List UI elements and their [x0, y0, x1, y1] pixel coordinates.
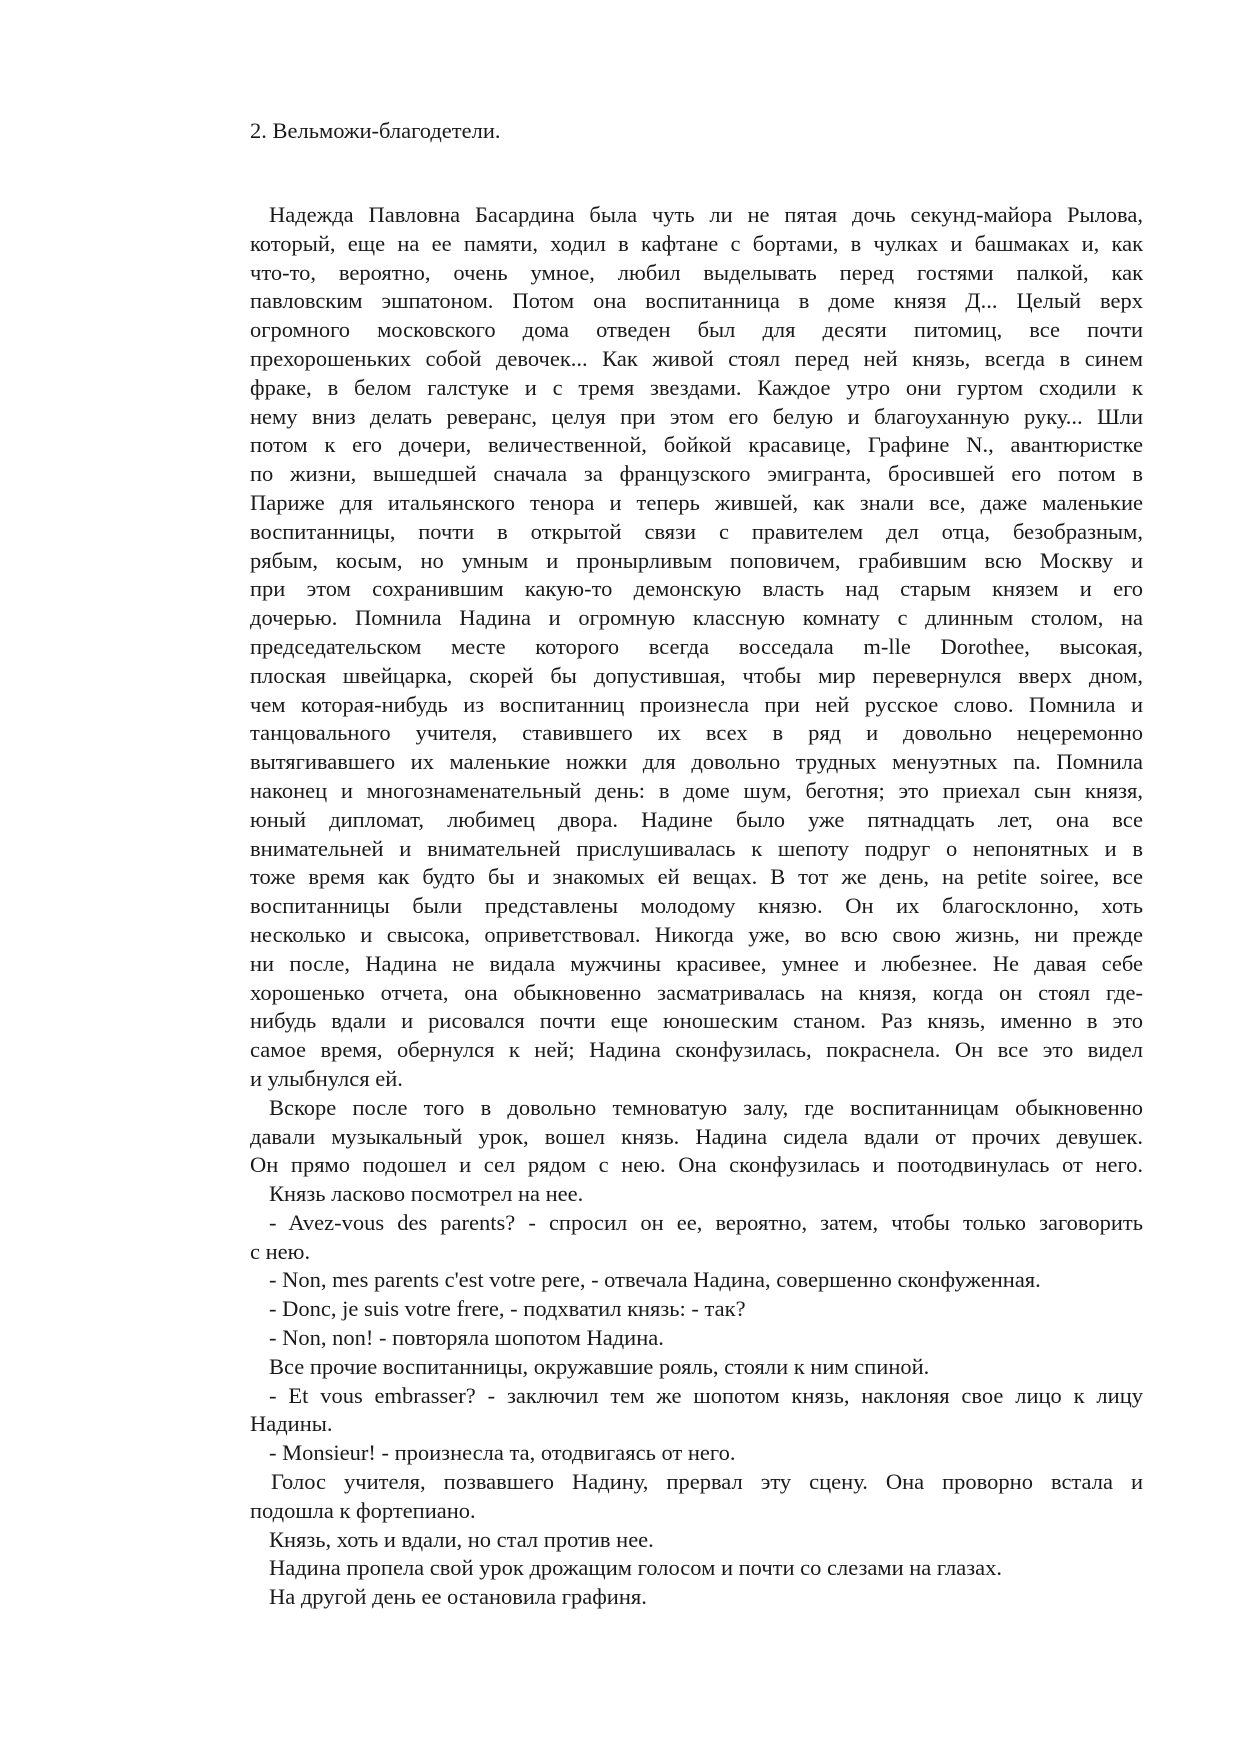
text-line: с нею.	[250, 1238, 311, 1264]
text-line: воспитанницы были представлены молодому князю. Он их благосклонно, хоть	[250, 893, 1143, 919]
text-line: чем которая-нибудь из воспитанниц произнесла при ней русское слово. Помнила и	[250, 691, 1143, 717]
text-line: председательском месте которого всегда восседала m-lle Dorothee, высокая,	[250, 633, 1143, 659]
text-line: - Non, non! - повторяла шопотом Надина.	[269, 1325, 664, 1351]
text-line: Князь, хоть и вдали, но стал против нее.	[269, 1526, 654, 1552]
text-line: - Non, mes parents c'est votre pere, - отвечала Надина, совершенно сконфуженная.	[269, 1267, 1041, 1293]
text-line: - Monsieur! - произнесла та, отодвигаясь от него.	[269, 1440, 736, 1466]
chapter-heading: 2. Вельможи-благодетели.	[250, 118, 501, 143]
text-line: - Et vous embrasser? - заключил тем же шопотом князь, наклоняя свое лицо к лицу	[269, 1382, 1143, 1408]
text-line: танцовального учителя, ставившего их всех в ряд и довольно нецеремонно	[250, 720, 1143, 746]
text-line: Париже для итальянского тенора и теперь жившей, как знали все, даже маленькие	[250, 489, 1143, 515]
text-line: фраке, в белом галстуке и с тремя звездами. Каждое утро они гуртом сходили к	[250, 374, 1143, 400]
text-line: Вскоре после того в довольно темноватую залу, где воспитанницам обыкновенно	[269, 1094, 1143, 1120]
text-line: Голос учителя, позвавшего Надину, прервал эту сцену. Она проворно встала и	[271, 1469, 1143, 1495]
text-line: по жизни, вышедшей сначала за французского эмигранта, бросившей его потом в	[250, 461, 1143, 487]
text-line: что-то, вероятно, очень умное, любил выделывать перед гостями палкой, как	[250, 259, 1143, 285]
text-line: воспитанницы, почти в открытой связи с правителем дел отца, безобразным,	[250, 518, 1143, 544]
text-line: несколько и свысока, оприветствовал. Никогда уже, во всю свою жизнь, ни прежде	[250, 921, 1143, 947]
text-line: Князь ласково посмотрел на нее.	[269, 1181, 584, 1207]
text-line: - Avez-vous des parents? - спросил он ее, вероятно, затем, чтобы только заговорить	[269, 1209, 1143, 1235]
text-line: внимательней и внимательней прислушивалась к шепоту подруг о непонятных и в	[250, 835, 1143, 861]
text-line: давали музыкальный урок, вошел князь. Надина сидела вдали от прочих девушек.	[250, 1123, 1143, 1149]
text-line: при этом сохранившим какую-то демонскую власть над старым князем и его	[250, 576, 1143, 602]
text-line: вытягивавшего их маленькие ножки для довольно трудных менуэтных па. Помнила	[250, 749, 1143, 775]
text-line: плоская швейцарка, скорей бы допустившая, чтобы мир перевернулся вверх дном,	[250, 662, 1143, 688]
text-line: Все прочие воспитанницы, окружавшие рояль, стояли к ним спиной.	[269, 1353, 930, 1379]
text-line: тоже время как будто бы и знакомых ей вещах. В тот же день, на petite soiree, все	[250, 864, 1143, 890]
text-line: дочерью. Помнила Надина и огромную классную комнату с длинным столом, на	[250, 605, 1143, 631]
text-line: Надежда Павловна Басардина была чуть ли не пятая дочь секунд-майора Рылова,	[269, 202, 1143, 227]
text-line: На другой день ее остановила графиня.	[269, 1584, 647, 1610]
text-line: потом к его дочери, величественной, бойкой красавице, Графине N., авантюристке	[250, 432, 1143, 458]
text-line: самое время, обернулся к ней; Надина сконфузилась, покраснела. Он все это видел	[250, 1037, 1143, 1063]
text-line: нему вниз делать реверанс, целуя при этом его белую и благоуханную руку... Шли	[250, 403, 1143, 429]
text-line: Он прямо подошел и сел рядом с нею. Она сконфузилась и поотодвинулась от него.	[250, 1152, 1143, 1178]
text-line: огромного московского дома отведен был для десяти питомиц, все почти	[250, 317, 1143, 343]
text-line: рябым, косым, но умным и пронырливым поповичем, грабившим всю Москву и	[250, 547, 1143, 573]
text-line: юный дипломат, любимец двора. Надине было уже пятнадцать лет, она все	[250, 806, 1143, 832]
text-line: - Donc, je suis votre frere, - подхватил князь: - так?	[269, 1296, 746, 1322]
text-line: нибудь вдали и рисовался почти еще юношеским станом. Раз князь, именно в это	[250, 1008, 1143, 1034]
text-line: и улыбнулся ей.	[250, 1065, 403, 1091]
body-text	[250, 201, 1143, 1612]
text-line: наконец и многознаменательный день: в доме шум, беготня; это приехал сын князя,	[250, 777, 1143, 803]
text-line: подошла к фортепиано.	[250, 1497, 476, 1523]
text-line: который, еще на ее памяти, ходил в кафтане с бортами, в чулках и башмаках и, как	[250, 230, 1143, 256]
text-line: прехорошеньких собой девочек... Как живой стоял перед ней князь, всегда в синем	[250, 345, 1143, 371]
text-line: Надина пропела свой урок дрожащим голосом и почти со слезами на глазах.	[269, 1555, 1002, 1581]
text-line: павловским эшпатоном. Потом она воспитанница в доме князя Д... Целый верх	[250, 288, 1143, 314]
text-line: Надины.	[250, 1411, 333, 1437]
text-line: хорошенько отчета, она обыкновенно засматривалась на князя, когда он стоял где-	[250, 979, 1143, 1005]
text-line: ни после, Надина не видала мужчины красивее, умнее и любезнее. Не давая себе	[250, 950, 1143, 976]
